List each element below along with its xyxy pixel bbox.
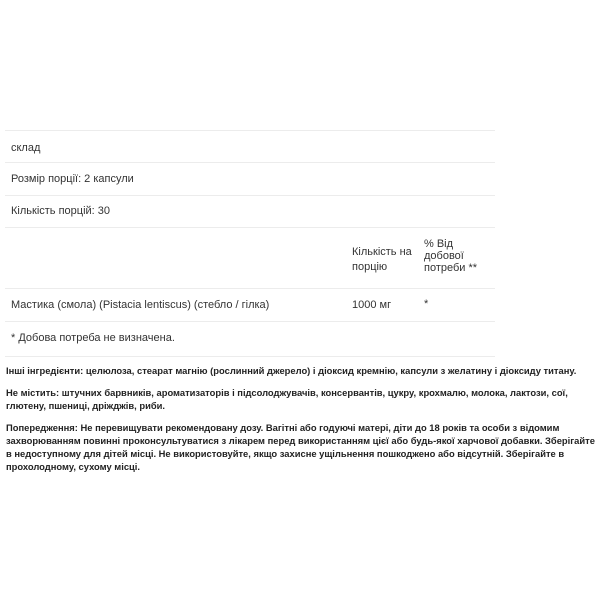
table-header-row bbox=[5, 227, 495, 289]
amount-header: Кількість на порцію bbox=[352, 246, 412, 273]
table-row bbox=[5, 288, 495, 322]
serving-size-row bbox=[5, 162, 495, 196]
dv-header: % Від добової потреби ** bbox=[424, 238, 478, 274]
ingredient-dv: * bbox=[424, 298, 429, 310]
other-ingredients: Інші інгредієнти: целюлоза, стеарат магнію (рослинний джерело) і діоксид кремнію, капсули з желатину і діоксиду титану. bbox=[6, 365, 577, 376]
product-notes bbox=[6, 364, 596, 482]
ingredient-name: Мастика (смола) (Pistacia lentiscus) (стебло / гілка) bbox=[11, 299, 270, 311]
footnote: * Добова потреба не визначена. bbox=[11, 332, 175, 344]
free-of: Не містить: штучних барвників, ароматизаторів і підсолоджувачів, консервантів, цукру, крохмалю, молока, лактози, сої, глютену, пшениці, дріжджів, риби. bbox=[6, 387, 568, 411]
servings-row bbox=[5, 195, 495, 228]
footnote-row bbox=[5, 321, 495, 357]
warning: Попередження: Не перевищувати рекомендовану дозу. Вагітні або годуючі матері, діти до 18 років та особи з відомим захворюванням повинні проконсультуватися з лікарем перед використанням цієї або будь-якої харчової добавки. Зберігайте в недоступному для дітей місці. Не використовуйте, якщо захисне ущільнення пошкоджено або відсутній. Зберігайте в прохолодному, сухому місці. bbox=[6, 422, 595, 472]
ingredient-amount: 1000 мг bbox=[352, 299, 392, 311]
serving-size: Розмір порції: 2 капсули bbox=[11, 173, 134, 185]
table-title-row bbox=[5, 130, 495, 163]
servings-count: Кількість порцій: 30 bbox=[11, 205, 111, 217]
table-title: склад bbox=[11, 142, 41, 154]
